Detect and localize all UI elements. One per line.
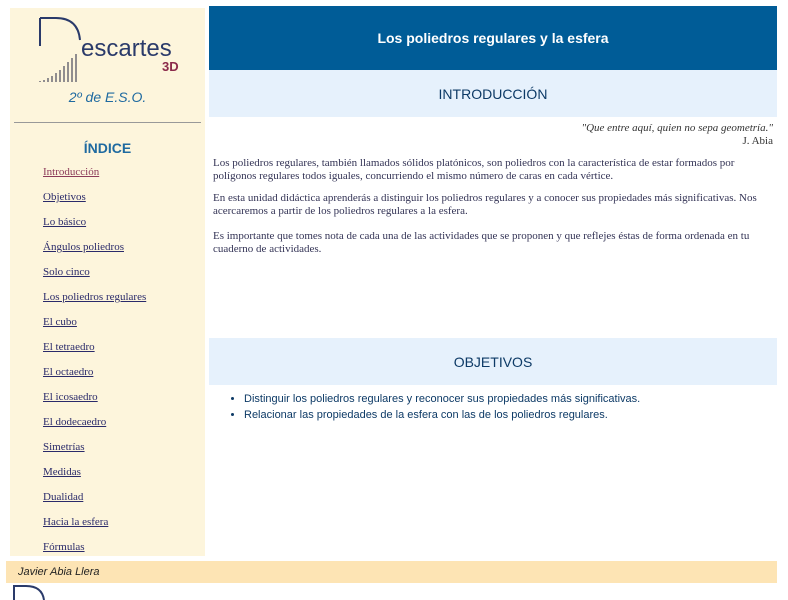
menu-link[interactable]: El cubo [43, 316, 77, 328]
menu-link[interactable]: Dualidad [43, 491, 84, 503]
menu-link[interactable]: Solo cinco [43, 266, 90, 278]
objective-item: • Distinguir los poliedros regulares y reconocer sus propiedades más significativas. [244, 391, 640, 407]
intro-heading: INTRODUCCIÓN [209, 70, 777, 117]
intro-paragraph: Es importante que tomes nota de cada una de las actividades que se proponen y que reflejes éstas de forma ordenada en tu cuaderno de actividades. [213, 230, 750, 255]
menu-link[interactable]: Hacia la esfera [43, 516, 109, 528]
page-title: Los poliedros regulares y la esfera [209, 6, 777, 70]
menu-link[interactable]: El dodecaedro [43, 416, 107, 428]
grade-label: 2º de E.S.O. [68, 89, 147, 105]
menu-link[interactable]: Lo básico [43, 216, 87, 228]
author-name: Javier Abia Llera [18, 566, 100, 578]
index-menu [43, 166, 146, 566]
intro-paragraph: Los poliedros regulares, también llamados sólidos platónicos, son poliedros con la característica de estar formados por polígonos regulares todos iguales, concurriendo el mismo número de caras en cada vértice. [213, 157, 735, 182]
footer [6, 561, 777, 583]
footer-logo [12, 584, 52, 600]
menu-link[interactable]: Medidas [43, 466, 81, 478]
menu-link[interactable]: Ángulos poliedros [43, 241, 124, 253]
menu-link[interactable]: Fórmulas [43, 541, 85, 553]
objectives-list [230, 391, 640, 423]
objectives-heading: OBJETIVOS [209, 338, 777, 385]
descartes-logo [36, 16, 196, 86]
quote-author: J. Abia [742, 135, 773, 147]
intro-paragraph: En esta unidad didáctica aprenderás a distinguir los poliedros regulares y a conocer sus propiedades más significativas. Nos acercaremos a partir de los poliedros regulares a la esfera. [213, 192, 757, 217]
menu-link[interactable]: Simetrías [43, 441, 85, 453]
menu-link[interactable]: El tetraedro [43, 341, 95, 353]
objective-item: • Relacionar las propiedades de la esfera con las de los poliedros regulares. [244, 407, 640, 423]
quote [581, 122, 773, 148]
menu-link[interactable]: El octaedro [43, 366, 94, 378]
menu-link[interactable]: Los poliedros regulares [43, 291, 147, 303]
menu-link[interactable]: Introducción [43, 166, 100, 178]
menu-link[interactable]: Objetivos [43, 191, 86, 203]
quote-text: "Que entre aquí, quien no sepa geometría." [581, 122, 773, 134]
menu-link[interactable]: El icosaedro [43, 391, 98, 403]
svg-text:escartes: escartes [81, 35, 172, 62]
index-title: ÍNDICE [83, 140, 132, 156]
sidebar [10, 8, 205, 556]
svg-text:3D: 3D [162, 59, 179, 74]
divider [14, 122, 201, 123]
